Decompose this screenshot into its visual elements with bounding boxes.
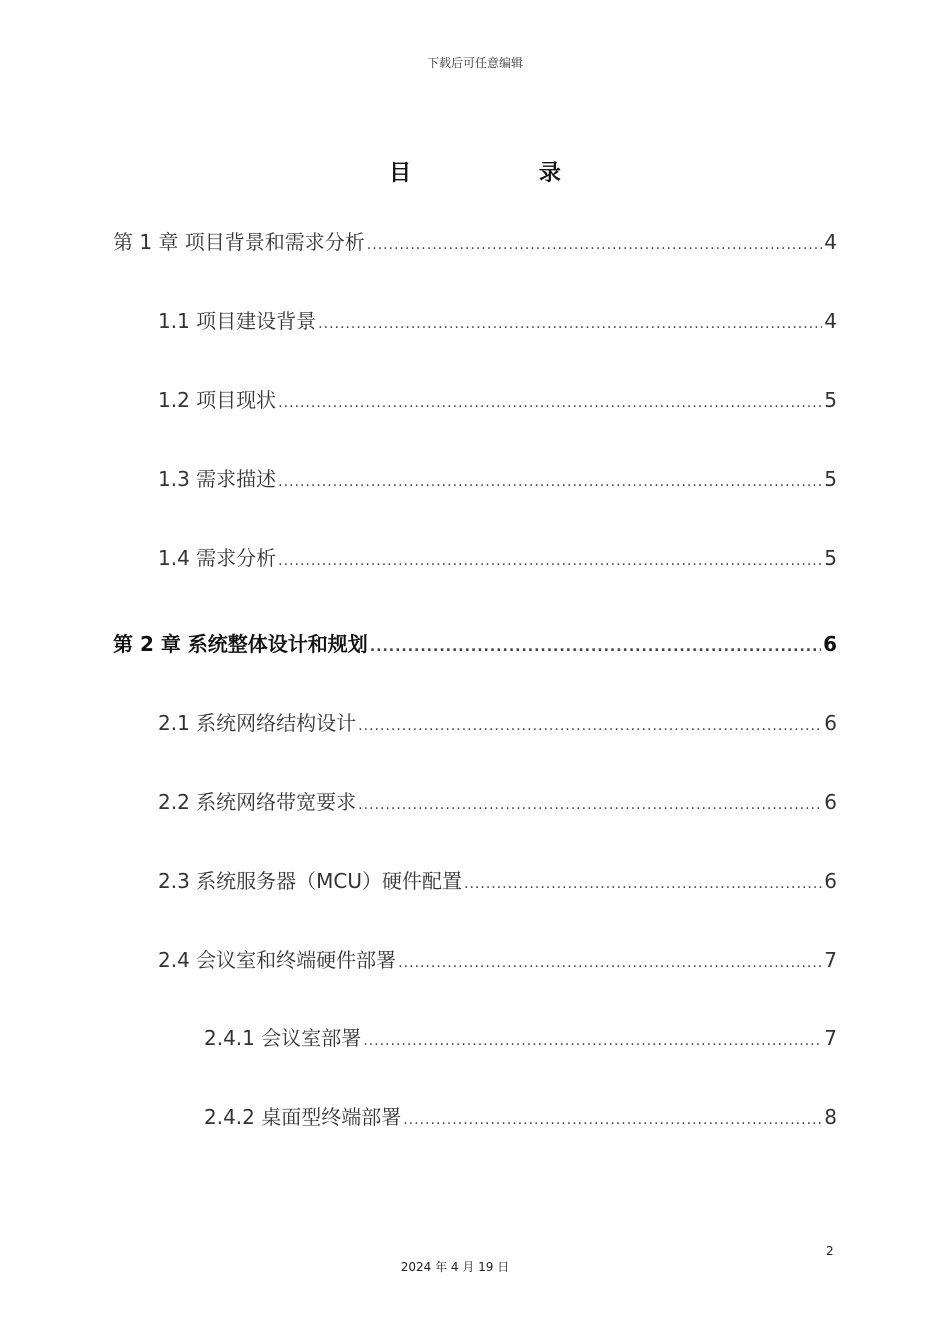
toc-entry-page: 6: [823, 632, 837, 656]
toc-entry-label: 第 2 章 系统整体设计和规划: [113, 632, 368, 656]
toc-entry-page: 4: [824, 309, 837, 333]
toc-leader-dots: [318, 310, 822, 338]
toc-leader-dots: [278, 547, 822, 575]
toc-leader-dots: [398, 949, 822, 977]
page-number: 2: [826, 1244, 834, 1258]
toc-leader-dots: [403, 1106, 822, 1134]
toc-leader-dots: [464, 870, 822, 898]
toc-entry-label: 2.4.1 会议室部署: [204, 1026, 362, 1050]
toc-entry-page: 6: [824, 790, 837, 814]
toc-entry-label: 2.3 系统服务器（MCU）硬件配置: [158, 869, 463, 893]
toc-entry-page: 4: [824, 230, 837, 254]
toc-entry-1-1[interactable]: [158, 307, 837, 338]
toc-entry-page: 5: [824, 388, 837, 412]
toc-entry-1-4[interactable]: [158, 544, 837, 575]
toc-entry-label: 1.3 需求描述: [158, 467, 277, 491]
toc-entry-2-1[interactable]: [158, 709, 837, 740]
toc-entry-label: 2.4.2 桌面型终端部署: [204, 1105, 402, 1129]
toc-entry-chapter-2[interactable]: [113, 630, 837, 661]
toc-entry-page: 5: [824, 546, 837, 570]
toc-entry-label: 1.4 需求分析: [158, 546, 277, 570]
toc-leader-dots: [278, 468, 822, 496]
toc-leader-dots: [370, 633, 821, 661]
toc-entry-page: 6: [824, 869, 837, 893]
toc-entry-label: 2.1 系统网络结构设计: [158, 711, 357, 735]
toc-leader-dots: [358, 791, 822, 819]
toc-entry-1-3[interactable]: [158, 465, 837, 496]
toc-entry-page: 6: [824, 711, 837, 735]
toc-entry-2-4[interactable]: [158, 946, 837, 977]
toc-entry-label: 1.1 项目建设背景: [158, 309, 317, 333]
toc-entry-page: 8: [824, 1105, 837, 1129]
toc-entry-1-2[interactable]: [158, 386, 837, 417]
toc-entry-2-4-2[interactable]: [204, 1103, 837, 1134]
footer-date: 2024 年 4 月 19 日: [400, 1260, 510, 1274]
toc-leader-dots: [363, 1027, 822, 1055]
page-header: 下载后可任意编辑: [426, 56, 523, 70]
toc-entry-label: 2.2 系统网络带宽要求: [158, 790, 357, 814]
toc-entry-label: 2.4 会议室和终端硬件部署: [158, 948, 397, 972]
toc-entry-2-2[interactable]: [158, 788, 837, 819]
toc-entry-page: 5: [824, 467, 837, 491]
toc-entry-2-3[interactable]: [158, 867, 837, 898]
toc-entry-page: 7: [824, 948, 837, 972]
toc-leader-dots: [278, 389, 822, 417]
toc-leader-dots: [367, 231, 822, 259]
toc-entry-label: 第 1 章 项目背景和需求分析: [113, 230, 365, 254]
toc-entry-page: 7: [824, 1026, 837, 1050]
toc-entry-label: 1.2 项目现状: [158, 388, 277, 412]
toc-leader-dots: [358, 712, 822, 740]
toc-entry-chapter-1[interactable]: [113, 228, 837, 259]
toc-entry-2-4-1[interactable]: [204, 1024, 837, 1055]
toc-title: 目 录: [389, 161, 621, 186]
